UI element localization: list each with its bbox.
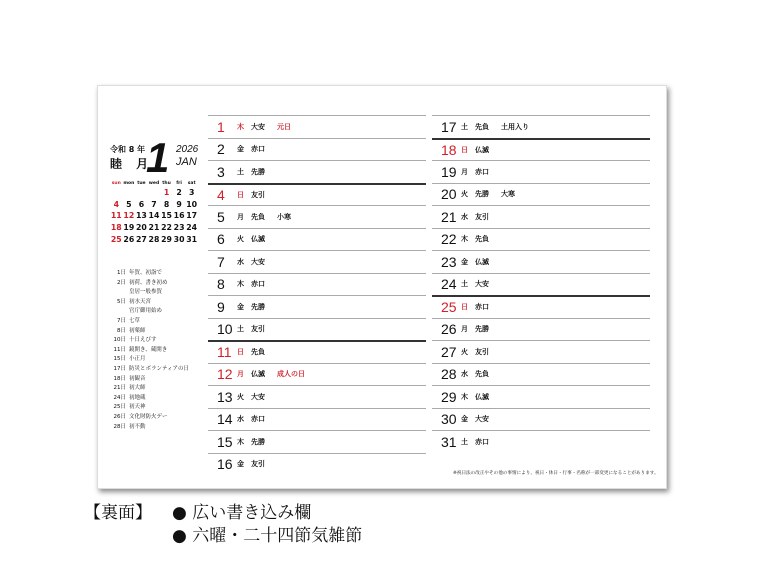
- event-name: 初不動: [129, 423, 146, 430]
- rokuyo: 仏滅: [475, 392, 489, 401]
- event-date: 7日: [117, 317, 126, 324]
- event-date: 5日: [117, 298, 126, 305]
- mini-day: [135, 187, 148, 199]
- weekday-header: sun: [111, 180, 121, 186]
- weekday: 木: [237, 437, 244, 446]
- event-name: 官庁御用始め: [129, 308, 163, 315]
- mini-day: 4: [113, 199, 119, 209]
- day-number: 27: [441, 343, 457, 360]
- rokuyo: 先勝: [251, 437, 265, 446]
- event-name: 文化財防火デー: [129, 413, 168, 420]
- calendar-page: [97, 85, 667, 489]
- rokuyo: 先負: [475, 370, 489, 379]
- weekday: 日: [461, 145, 468, 154]
- event-item: [110, 423, 189, 433]
- day-number: 10: [217, 321, 233, 338]
- event-item: [110, 394, 189, 404]
- event-item: [110, 346, 189, 356]
- day-number: 14: [217, 411, 233, 428]
- mini-day: 10: [186, 199, 198, 209]
- mini-day: 29: [161, 234, 172, 244]
- event-date: 8日: [117, 327, 126, 334]
- rokuyo: 赤口: [475, 303, 489, 312]
- feature-rokuyo: ● 六曜・二十四節気雑節: [172, 526, 363, 546]
- mini-day: 24: [186, 223, 198, 233]
- weekday: 水: [237, 415, 244, 424]
- event-name: 初天神: [129, 404, 146, 411]
- event-item: [110, 365, 189, 375]
- day-number: 24: [441, 276, 457, 293]
- event-name: 防災とボランティアの日: [129, 365, 190, 372]
- mini-day: 26: [123, 234, 135, 244]
- events-list: [110, 269, 189, 432]
- weekday: 木: [461, 235, 468, 244]
- event-item: [110, 403, 189, 413]
- day-row[interactable]: [208, 160, 426, 183]
- day-note: 土用入り: [501, 122, 529, 131]
- day-row[interactable]: [208, 205, 426, 228]
- day-number: 20: [441, 186, 457, 203]
- day-number: 12: [217, 366, 233, 383]
- rokuyo: 大安: [251, 122, 265, 131]
- mini-day: 15: [161, 211, 172, 221]
- event-item: [110, 355, 189, 365]
- day-row[interactable]: [432, 318, 650, 341]
- event-name: 初観音: [129, 375, 146, 382]
- rokuyo: 赤口: [251, 145, 265, 154]
- day-number: 7: [217, 253, 225, 270]
- day-row[interactable]: [432, 228, 650, 251]
- event-item: [110, 413, 189, 423]
- event-name: 皇居一般参賀: [129, 289, 163, 296]
- rokuyo: 仏滅: [475, 145, 489, 154]
- year: 2026: [176, 144, 199, 155]
- event-item: [110, 307, 189, 317]
- rokuyo: 大安: [251, 257, 265, 266]
- day-row[interactable]: [432, 408, 650, 431]
- event-date: 28日: [113, 423, 126, 430]
- weekday-header: tue: [137, 180, 146, 186]
- rokuyo: 大安: [251, 392, 265, 401]
- day-number: 1: [217, 118, 225, 135]
- day-row[interactable]: [432, 205, 650, 228]
- weekday: 月: [461, 325, 468, 334]
- rokuyo: 先勝: [251, 302, 265, 311]
- day-row[interactable]: [432, 430, 650, 453]
- event-item: [110, 384, 189, 394]
- mini-day: 5: [126, 199, 132, 209]
- rokuyo: 先勝: [475, 190, 489, 199]
- day-row[interactable]: [432, 340, 650, 363]
- rokuyo: 友引: [251, 190, 265, 199]
- event-name: 七草: [129, 317, 141, 324]
- day-number: 18: [441, 141, 457, 158]
- event-name: 初地蔵: [129, 394, 146, 401]
- weekday: 火: [237, 235, 244, 244]
- weekday: 火: [237, 392, 244, 401]
- event-date: 24日: [113, 394, 126, 401]
- day-row[interactable]: [208, 363, 426, 386]
- mini-day: 21: [148, 223, 160, 233]
- weekday-header: wed: [148, 180, 160, 186]
- mini-day: 9: [176, 199, 182, 209]
- weekday: 土: [237, 167, 244, 176]
- event-item: [110, 317, 189, 327]
- event-item: [110, 279, 189, 289]
- day-number: 23: [441, 253, 457, 270]
- event-item: [110, 375, 189, 385]
- weekday: 水: [461, 212, 468, 221]
- day-number: 3: [217, 163, 225, 180]
- event-item: [110, 298, 189, 308]
- rokuyo: 赤口: [251, 415, 265, 424]
- rokuyo: 先負: [475, 122, 489, 131]
- event-date: 21日: [113, 385, 126, 392]
- weekday-header: thu: [162, 180, 171, 186]
- weekday: 日: [237, 190, 244, 199]
- day-number: 13: [217, 388, 233, 405]
- mini-day: [123, 187, 136, 199]
- day-row[interactable]: [208, 295, 426, 318]
- day-row[interactable]: [208, 430, 426, 453]
- day-row[interactable]: [208, 453, 426, 476]
- weekday-header: fri: [176, 180, 182, 186]
- rokuyo: 友引: [475, 212, 489, 221]
- weekday: 木: [237, 122, 244, 131]
- mini-day: 20: [135, 223, 147, 233]
- event-name: 初荷、書き初め: [129, 279, 168, 286]
- event-date: [110, 307, 126, 317]
- month-header: [110, 134, 210, 181]
- event-name: 初大師: [129, 385, 146, 392]
- day-row[interactable]: [432, 295, 650, 318]
- weekday: 金: [237, 302, 244, 311]
- rokuyo: 友引: [251, 325, 265, 334]
- rokuyo: 友引: [475, 347, 489, 356]
- rokuyo: 仏滅: [251, 370, 265, 379]
- event-item: [110, 336, 189, 346]
- day-row[interactable]: [208, 340, 426, 363]
- weekday: 木: [461, 392, 468, 401]
- mini-day: 8: [163, 199, 170, 209]
- reiwa-year: 令和 8 年: [110, 145, 146, 154]
- rokuyo: 友引: [251, 460, 265, 469]
- day-row[interactable]: [208, 228, 426, 251]
- event-date: 17日: [113, 365, 126, 372]
- day-number: 9: [217, 298, 225, 315]
- weekday: 日: [461, 303, 468, 312]
- event-name: 初水天宮: [129, 298, 152, 305]
- day-row[interactable]: [432, 385, 650, 408]
- event-name: 鏡開き、蔵開き: [129, 346, 168, 353]
- mini-day: 31: [186, 234, 198, 244]
- day-row[interactable]: [208, 318, 426, 341]
- weekday: 月: [461, 167, 468, 176]
- rokuyo: 仏滅: [475, 257, 489, 266]
- day-number: 17: [441, 118, 457, 135]
- weekday: 土: [461, 122, 468, 131]
- weekday-header: mon: [123, 180, 135, 186]
- mini-day: [148, 187, 161, 199]
- weekday: 日: [237, 348, 244, 357]
- event-date: 18日: [113, 375, 126, 382]
- weekday: 土: [461, 280, 468, 289]
- day-number: 25: [441, 299, 457, 316]
- day-row[interactable]: [432, 183, 650, 206]
- mini-day: 30: [173, 234, 185, 244]
- event-date: 1日: [117, 270, 126, 276]
- weekday: 火: [461, 347, 468, 356]
- rokuyo: 赤口: [475, 167, 489, 176]
- days-column-right: [432, 115, 650, 453]
- day-row[interactable]: [208, 115, 426, 138]
- day-number: 19: [441, 163, 457, 180]
- day-number: 4: [217, 186, 225, 203]
- rokuyo: 先勝: [475, 325, 489, 334]
- day-number: 2: [217, 141, 225, 158]
- day-number: 6: [217, 231, 225, 248]
- mini-day: 7: [151, 199, 157, 209]
- footnote: ※祝日法の改正やその他の事情により、祝日・休日・行事・名称が一部変更になることがあります。: [453, 471, 659, 476]
- weekday: 水: [237, 257, 244, 266]
- day-number: 30: [441, 411, 457, 428]
- rokuyo: 先負: [475, 235, 489, 244]
- month-number: 1: [146, 134, 170, 181]
- weekday: 土: [237, 325, 244, 334]
- mini-day: 3: [188, 188, 195, 198]
- weekday: 月: [237, 212, 244, 221]
- event-name: 年賀、初詣で: [129, 270, 163, 276]
- day-row[interactable]: [208, 183, 426, 206]
- mini-day: 17: [186, 211, 198, 221]
- day-number: 26: [441, 321, 457, 338]
- weekday: 金: [461, 257, 468, 266]
- event-name: 小正月: [129, 356, 146, 363]
- weekday: 土: [461, 437, 468, 446]
- day-row[interactable]: [208, 138, 426, 161]
- mini-day: 18: [110, 223, 122, 233]
- day-number: 31: [441, 433, 457, 450]
- event-date: 10日: [113, 337, 126, 344]
- weekday-header: sat: [187, 180, 196, 186]
- day-note: 小寒: [277, 212, 291, 221]
- rokuyo: 大安: [475, 280, 489, 289]
- weekday: 木: [237, 280, 244, 289]
- day-row[interactable]: [208, 385, 426, 408]
- mini-day: 13: [135, 211, 147, 221]
- event-date: 11日: [113, 346, 126, 353]
- caption-label: 【裏面】: [84, 503, 152, 523]
- event-item: [110, 327, 189, 337]
- day-row[interactable]: [432, 250, 650, 273]
- weekday: 金: [237, 460, 244, 469]
- mini-day: 6: [138, 199, 145, 209]
- day-row[interactable]: [208, 250, 426, 273]
- day-row[interactable]: [432, 160, 650, 183]
- day-row[interactable]: [432, 138, 650, 161]
- days-column-left: [208, 115, 426, 475]
- day-note: 大寒: [501, 190, 515, 199]
- day-number: 29: [441, 388, 457, 405]
- day-row[interactable]: [208, 408, 426, 431]
- weekday: 金: [461, 415, 468, 424]
- event-date: 26日: [113, 413, 126, 420]
- mini-day: 11: [110, 211, 122, 221]
- event-item: [110, 269, 189, 279]
- day-row[interactable]: [208, 273, 426, 296]
- mini-day: 28: [148, 234, 160, 244]
- event-date: [110, 288, 126, 298]
- weekday: 月: [237, 370, 244, 379]
- mini-day: 2: [176, 188, 182, 198]
- day-row[interactable]: [432, 115, 650, 138]
- event-date: 2日: [117, 279, 126, 286]
- mini-day: 27: [135, 234, 147, 244]
- day-number: 28: [441, 366, 457, 383]
- rokuyo: 赤口: [251, 280, 265, 289]
- mini-calendar: [110, 179, 198, 245]
- month-japanese-name: 睦 月: [110, 157, 154, 171]
- month-english: JAN: [176, 156, 197, 168]
- rokuyo: 先負: [251, 348, 265, 357]
- rokuyo: 赤口: [475, 437, 489, 446]
- rokuyo: 先勝: [251, 167, 265, 176]
- day-number: 16: [217, 456, 233, 473]
- day-number: 22: [441, 231, 457, 248]
- mini-day: 23: [173, 223, 185, 233]
- feature-writing-space: ● 広い書き込み欄: [172, 503, 312, 523]
- rokuyo: 先負: [251, 212, 265, 221]
- mini-day: 19: [123, 223, 135, 233]
- event-name: 初薬師: [129, 327, 146, 334]
- event-date: 25日: [113, 404, 126, 411]
- event-item: [110, 288, 189, 298]
- mini-day: 12: [123, 211, 135, 221]
- event-name: 十日えびす: [129, 337, 157, 344]
- day-row[interactable]: [432, 363, 650, 386]
- mini-day: 25: [110, 234, 122, 244]
- weekday: 火: [461, 190, 468, 199]
- mini-day: [110, 187, 123, 199]
- day-number: 15: [217, 433, 233, 450]
- day-number: 5: [217, 208, 225, 225]
- day-number: 21: [441, 208, 457, 225]
- day-note: 成人の日: [277, 370, 305, 379]
- day-number: 11: [217, 344, 232, 361]
- weekday: 水: [461, 370, 468, 379]
- mini-day: 16: [173, 211, 185, 221]
- mini-day: 22: [161, 223, 172, 233]
- day-number: 8: [217, 276, 225, 293]
- mini-day: 14: [148, 211, 160, 221]
- event-date: 15日: [113, 356, 126, 363]
- rokuyo: 仏滅: [251, 235, 265, 244]
- day-note: 元日: [277, 122, 291, 131]
- day-row[interactable]: [432, 273, 650, 296]
- mini-day: 1: [163, 188, 170, 198]
- weekday: 金: [237, 145, 244, 154]
- rokuyo: 大安: [475, 415, 489, 424]
